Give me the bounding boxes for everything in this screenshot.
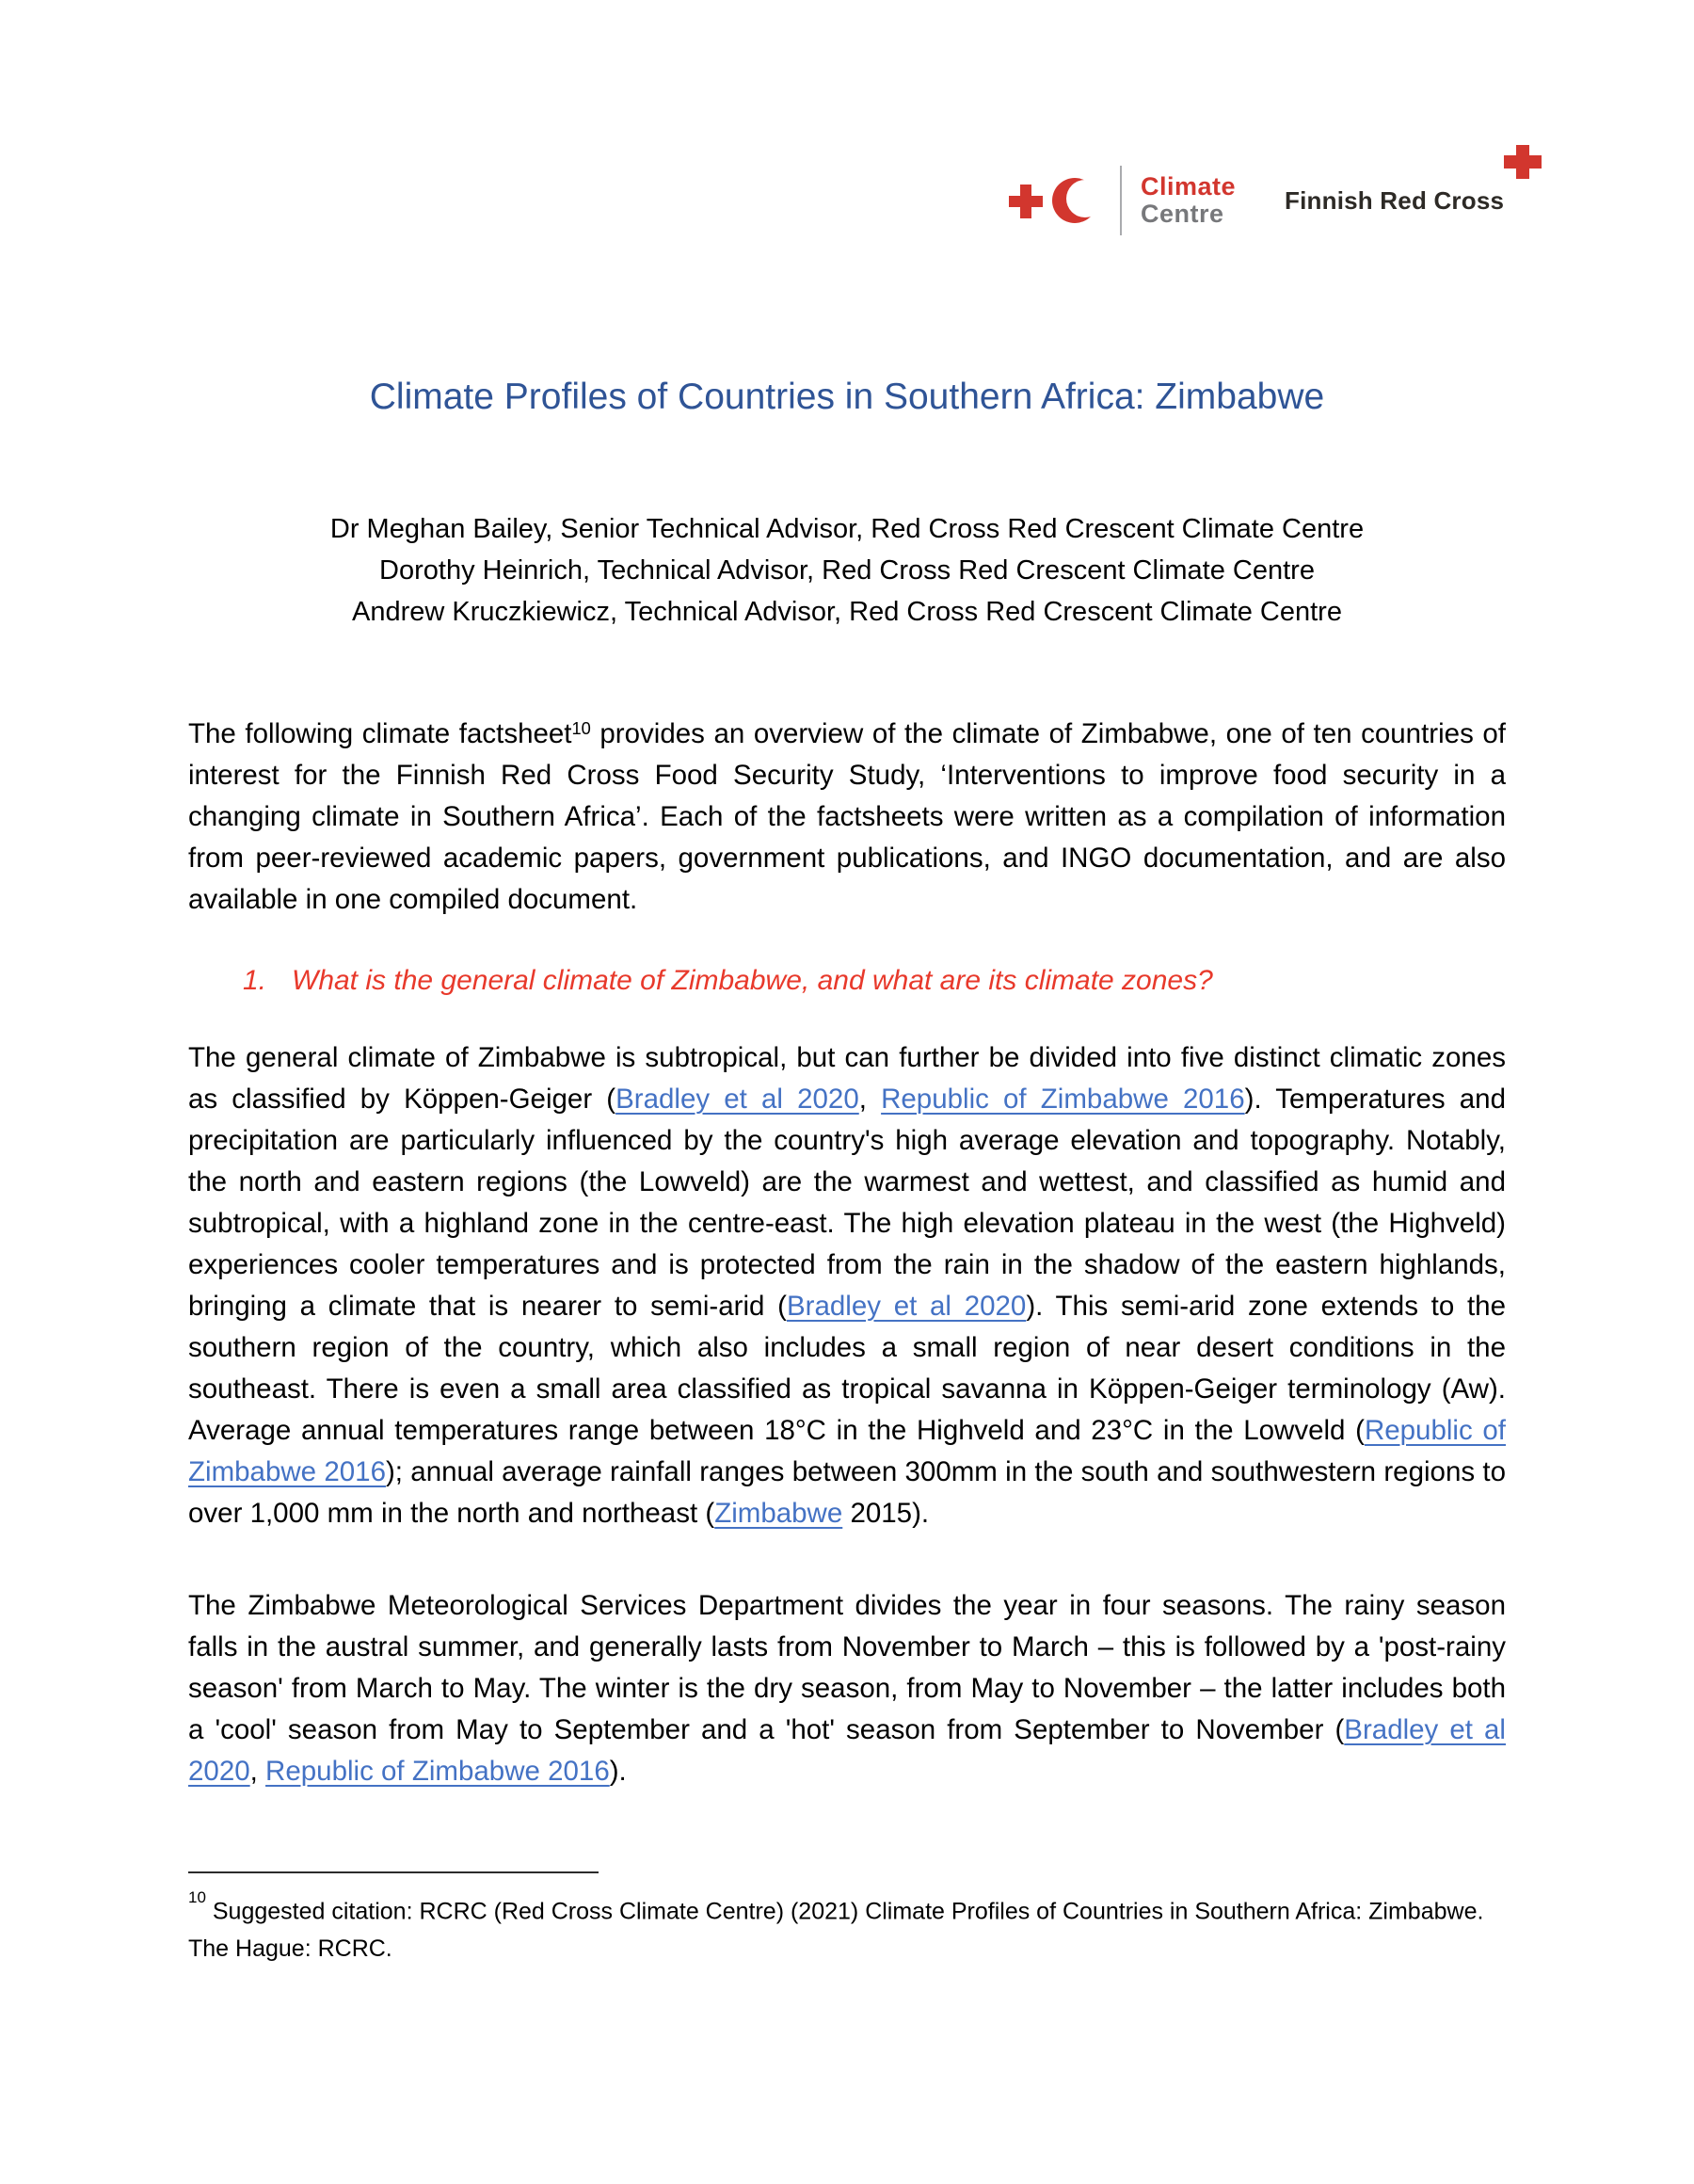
section-1-heading (188, 960, 1506, 1002)
footnote-separator (188, 1871, 599, 1873)
text-run: , (858, 1084, 882, 1115)
text-run: ); annual average rainfall ranges between 300mm in the south and southwestern regions to over 1,000 mm in the north and northeast ( (188, 1456, 1506, 1529)
text-run: The following climate factsheet (188, 718, 572, 749)
finnish-red-cross-icon (1504, 145, 1542, 179)
intro-paragraph (188, 714, 1506, 921)
text-run: , (249, 1756, 266, 1787)
footnote (188, 1887, 1506, 1967)
climate-centre-wordmark (1141, 173, 1236, 228)
climate-zones-paragraph (188, 1037, 1506, 1534)
citation-link[interactable]: Republic of Zimbabwe 2016 (188, 1415, 1506, 1487)
red-cross-red-crescent-icon (1009, 175, 1099, 226)
document-title: Climate Profiles of Countries in Southern Africa: Zimbabwe (369, 377, 1325, 417)
climate-centre-label-top: Climate (1141, 172, 1237, 201)
author-line-3: Andrew Kruczkiewicz, Technical Advisor, Red Cross Red Crescent Climate Centre (352, 597, 1342, 627)
text-run: provides an overview of the climate of Zimbabwe, one of ten countries of interest for the Finnish Red Cross Food Security Study, ‘Interventions to improve food security in a changing climate in Southern Africa’. Each of the factsheets were written as a compilation of information from peer-reviewed academic papers, government publications, and INGO documentation, and are also available in one compiled document. (188, 718, 1506, 915)
text-run: ). This semi-arid zone extends to the southern region of the country, which also includes a small region of near desert conditions in the southeast. There is even a small area classified as tropical savanna in Köppen-Geiger terminology (Aw). Average annual temperatures range between 18°C in the Highveld and 23°C in the Lowveld ( (188, 1291, 1506, 1446)
citation-link[interactable]: Bradley et al 2020 (188, 1714, 1506, 1787)
author-line-1: Dr Meghan Bailey, Senior Technical Advisor, Red Cross Red Crescent Climate Centre (329, 514, 1365, 544)
text-run: ). Temperatures and precipitation are particularly influenced by the country's high average elevation and topography. Notably, the north and eastern regions (the Lowveld) are the warmest and wettest, and classified as humid and subtropical, with a highland zone in the centre-east. The high elevation plateau in the west (the Highveld) experiences cooler temperatures and is protected from the rain in the shadow of the eastern highlands, bringing a climate that is nearer to semi-arid ( (188, 1084, 1506, 1322)
footnote-text: Suggested citation: RCRC (Red Cross Climate Centre) (2021) Climate Profiles of Countries in Southern Africa: Zimbabwe. The Hague: RCRC. (188, 1898, 1484, 1963)
author-list (0, 508, 1694, 633)
seasons-paragraph (188, 1585, 1506, 1792)
climate-centre-label-bottom: Centre (1141, 200, 1224, 228)
text-run: 2015). (842, 1498, 930, 1529)
text-run: The general climate of Zimbabwe is subtropical, but can further be divided into five distinct climatic zones as classified by Köppen-Geiger ( (188, 1042, 1506, 1115)
footnote-marker: 10 (188, 1888, 206, 1907)
citation-link[interactable]: Republic of Zimbabwe 2016 (881, 1084, 1245, 1115)
header-logos (1009, 158, 1504, 243)
citation-link[interactable]: Bradley et al 2020 (786, 1291, 1027, 1322)
citation-link[interactable]: Zimbabwe (714, 1498, 843, 1529)
logo-divider (1120, 166, 1122, 235)
footnote-area (0, 1871, 1694, 1967)
finnish-red-cross-wordmark (1285, 186, 1504, 216)
citation-link[interactable]: Bradley et al 2020 (615, 1084, 859, 1115)
section-number: 1. (243, 965, 267, 996)
author-line-2: Dorothy Heinrich, Technical Advisor, Red Cross Red Crescent Climate Centre (379, 555, 1315, 586)
footnote-reference[interactable]: 10 (571, 717, 591, 738)
text-run: ). (609, 1756, 627, 1787)
text-run: The Zimbabwe Meteorological Services Department divides the year in four seasons. The rainy season falls in the austral summer, and generally lasts from November to March – this is followed by a 'post-rainy season' from March to May. The winter is the dry season, from May to November – the latter includes both a 'cool' season from May to September and a 'hot' season from September to November ( (188, 1590, 1506, 1745)
citation-link[interactable]: Republic of Zimbabwe 2016 (265, 1756, 610, 1787)
section-title: What is the general climate of Zimbabwe, and what are its climate zones? (292, 965, 1213, 996)
finnish-red-cross-label: Finnish Red Cross (1285, 185, 1505, 215)
